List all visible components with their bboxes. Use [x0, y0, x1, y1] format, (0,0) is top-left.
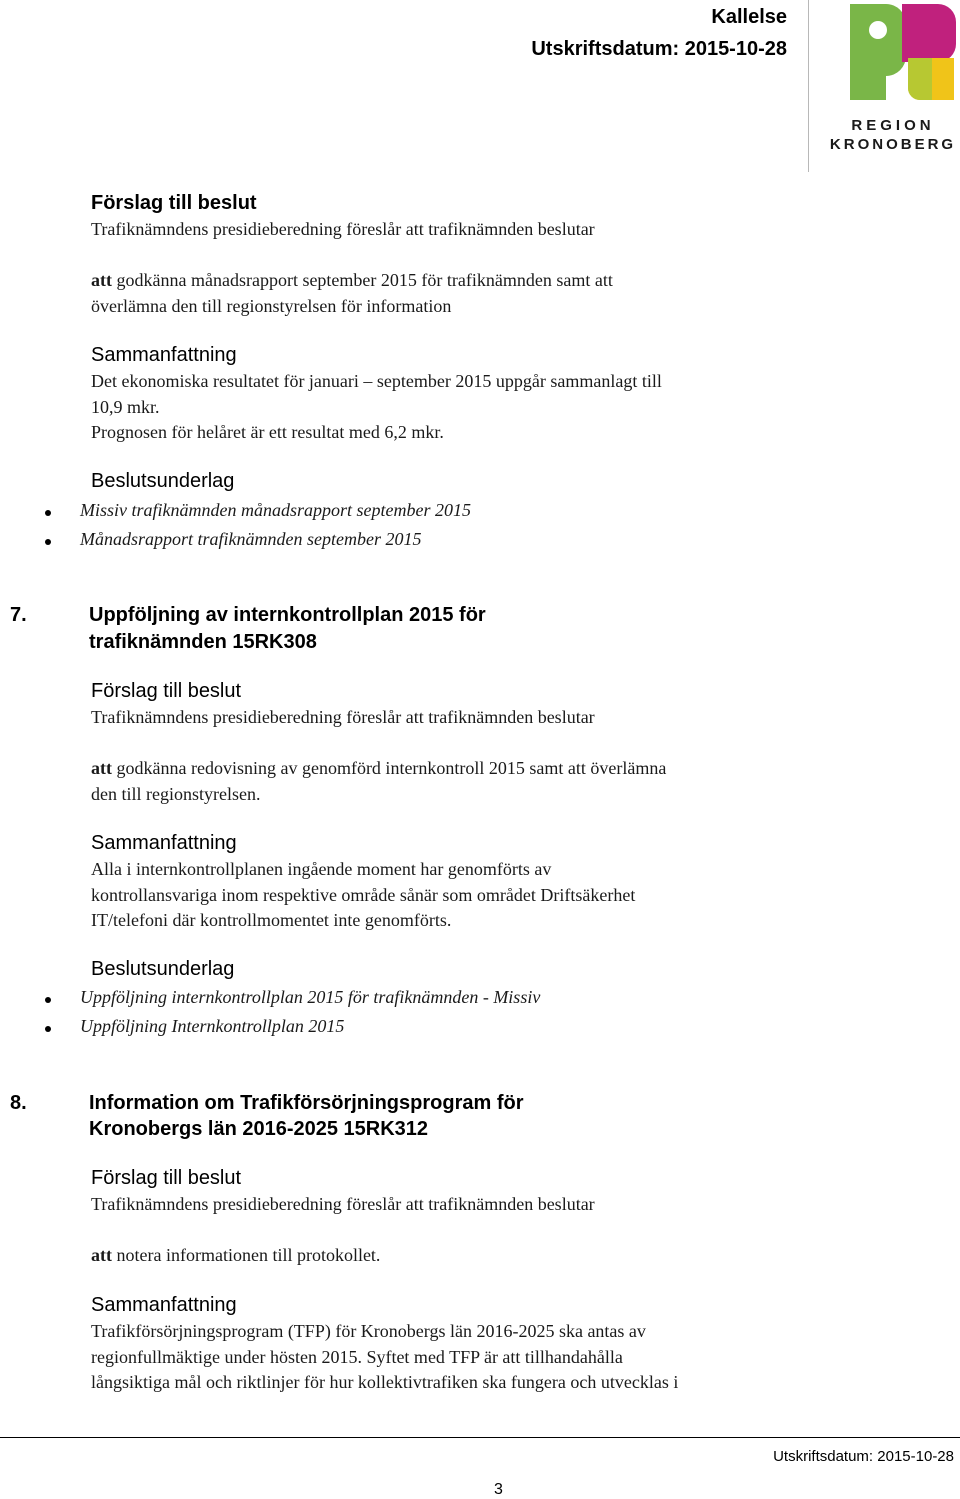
proposal-heading: Förslag till beslut — [91, 192, 257, 214]
agenda-item-title: Kronobergs län 2016-2025 15RK312 — [89, 1118, 429, 1140]
decision-line1: notera informationen till protokollet. — [116, 1245, 381, 1265]
logo-text-region: REGION — [851, 117, 935, 134]
basis-heading: Beslutsunderlag — [91, 958, 235, 980]
decision-line2: den till regionstyrelsen. — [91, 784, 261, 804]
bullet-icon — [45, 1026, 51, 1032]
basis-heading: Beslutsunderlag — [91, 470, 235, 492]
proposal-heading: Förslag till beslut — [91, 1167, 242, 1189]
region-kronoberg-logo — [826, 0, 960, 160]
decision-line2: överlämna den till regionstyrelsen för information — [91, 296, 452, 316]
basis-item: Uppföljning internkontrollplan 2015 för trafiknämnden - Missiv — [80, 987, 541, 1007]
summary-heading: Sammanfattning — [91, 1294, 237, 1316]
basis-item: Missiv trafiknämnden månadsrapport september 2015 — [80, 500, 471, 520]
footer-rule — [0, 1437, 960, 1438]
decision-text — [91, 270, 613, 291]
summary-line: långsiktiga mål och riktlinjer för hur kollektivtrafiken ska fungera och utvecklas i — [91, 1372, 679, 1392]
basis-item: Uppföljning Internkontrollplan 2015 — [80, 1016, 345, 1036]
summary-line: 10,9 mkr. — [91, 397, 160, 417]
document-type: Kallelse — [711, 6, 787, 28]
summary-line: kontrollansvariga inom respektive område sånär som området Driftsäkerhet — [91, 885, 636, 905]
summary-line: Prognosen för helåret är ett resultat med 6,2 mkr. — [91, 422, 444, 442]
summary-line: IT/telefoni där kontrollmomentet inte genomförts. — [91, 910, 452, 930]
proposal-heading: Förslag till beslut — [91, 680, 242, 702]
summary-line: Alla i internkontrollplanen ingående moment har genomförts av — [91, 859, 552, 879]
summary-line: Det ekonomiska resultatet för januari – september 2015 uppgår sammanlagt till — [91, 371, 662, 391]
decision-text — [91, 758, 666, 779]
basis-item: Månadsrapport trafiknämnden september 2015 — [80, 529, 422, 549]
page-number: 3 — [494, 1481, 503, 1498]
agenda-item-title: Information om Trafikförsörjningsprogram för — [89, 1092, 524, 1114]
decision-line1: godkänna månadsrapport september 2015 för trafiknämnden samt att — [116, 270, 613, 290]
logo-mark-icon — [846, 0, 958, 104]
agenda-item-title: trafiknämnden 15RK308 — [89, 631, 317, 653]
bullet-icon — [45, 510, 51, 516]
proposal-intro: Trafiknämndens presidieberedning föreslår att trafiknämnden beslutar — [91, 1194, 595, 1214]
agenda-item-number: 7. — [10, 604, 27, 626]
print-date: Utskriftsdatum: 2015-10-28 — [531, 38, 787, 60]
decision-att: att — [91, 1245, 112, 1265]
summary-heading: Sammanfattning — [91, 832, 237, 854]
footer-print-date: Utskriftsdatum: 2015-10-28 — [773, 1448, 954, 1465]
header-divider — [808, 0, 809, 172]
summary-line: regionfullmäktige under hösten 2015. Syftet med TFP är att tillhandahålla — [91, 1347, 623, 1367]
proposal-intro: Trafiknämndens presidieberedning föreslår att trafiknämnden beslutar — [91, 707, 595, 727]
decision-att: att — [91, 758, 112, 778]
summary-heading: Sammanfattning — [91, 344, 237, 366]
agenda-item-number: 8. — [10, 1092, 27, 1114]
decision-line1: godkänna redovisning av genomförd internkontroll 2015 samt att överlämna — [116, 758, 667, 778]
bullet-icon — [45, 997, 51, 1003]
logo-text-kronoberg: KRONOBERG — [829, 136, 957, 153]
summary-line: Trafikförsörjningsprogram (TFP) för Kronobergs län 2016-2025 ska antas av — [91, 1321, 646, 1341]
decision-text — [91, 1245, 380, 1266]
proposal-intro: Trafiknämndens presidieberedning föreslår att trafiknämnden beslutar — [91, 219, 595, 239]
decision-att: att — [91, 270, 112, 290]
agenda-item-title: Uppföljning av internkontrollplan 2015 för — [89, 604, 486, 626]
bullet-icon — [45, 539, 51, 545]
